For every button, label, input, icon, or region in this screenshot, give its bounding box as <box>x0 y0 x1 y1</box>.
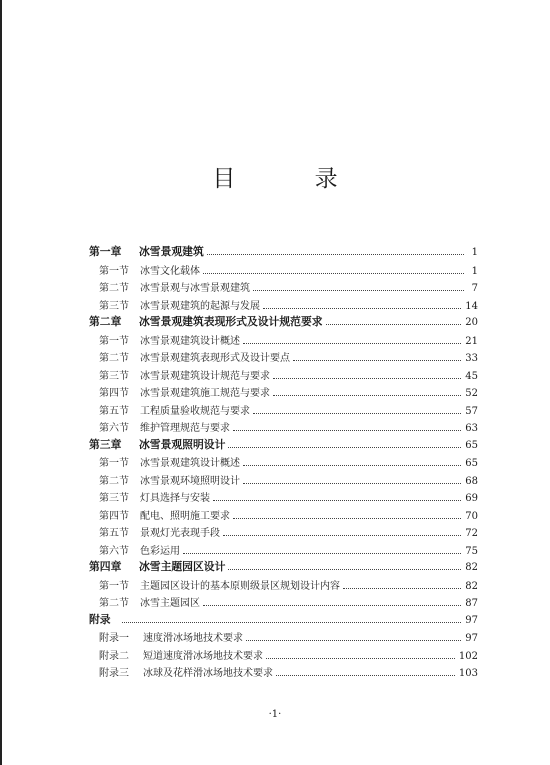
toc-entry-title: 冰雪景观建筑施工规范与要求 <box>140 388 270 399</box>
toc-entry-title: 冰雪景观建筑表现形式及设计要点 <box>140 353 290 364</box>
toc-entry-appendix[interactable] <box>89 647 478 665</box>
toc-entry-number: 附录一 <box>99 633 129 644</box>
toc-leader-dots <box>207 253 464 255</box>
toc-entry-section[interactable] <box>89 472 478 490</box>
toc-entry-number: 第二章 <box>89 315 122 328</box>
toc-entry-number: 附录 <box>89 612 111 626</box>
toc-entry-page: 69 <box>465 493 478 504</box>
page-title: 目 录 <box>212 166 374 192</box>
toc-entry-section[interactable] <box>89 542 478 560</box>
toc-entry-section[interactable] <box>89 279 478 297</box>
toc-leader-dots <box>233 517 461 519</box>
toc-entry-title: 冰雪景观建筑设计概述 <box>140 458 240 469</box>
toc-entry-page: 82 <box>465 562 478 573</box>
toc-leader-dots <box>246 639 461 641</box>
toc-entry-title: 冰雪主题园区 <box>140 598 200 609</box>
toc-leader-dots <box>243 482 461 484</box>
toc-entry-appx-head[interactable] <box>89 612 478 630</box>
toc-entry-chapter[interactable] <box>89 244 478 262</box>
toc-entry-number: 附录三 <box>99 668 129 679</box>
toc-entry-number: 第六节 <box>99 423 129 434</box>
toc-leader-dots <box>183 552 461 554</box>
toc-entry-section[interactable] <box>89 367 478 385</box>
toc-entry-page: 87 <box>465 598 478 609</box>
toc-entry-number: 第三章 <box>89 437 122 451</box>
toc-leader-dots <box>266 657 455 659</box>
toc-entry-appendix[interactable] <box>89 664 478 682</box>
toc-entry-section[interactable] <box>89 489 478 507</box>
toc-entry-number: 第三节 <box>99 370 129 382</box>
toc-entry-page: 14 <box>465 300 478 312</box>
toc-entry-section[interactable] <box>89 594 478 612</box>
toc-leader-dots <box>233 429 461 431</box>
toc-entry-title: 灯具选择与安装 <box>140 493 210 504</box>
toc-leader-dots <box>243 342 461 344</box>
toc-entry-title: 冰雪景观环境照明设计 <box>140 475 240 487</box>
toc-entry-title: 速度滑冰场地技术要求 <box>143 633 243 644</box>
toc-entry-number: 第一节 <box>99 458 129 469</box>
toc-leader-dots <box>228 568 461 570</box>
toc-entry-chapter[interactable] <box>89 314 478 332</box>
toc-entry-page: 75 <box>465 545 478 557</box>
toc-entry-section[interactable] <box>89 402 478 420</box>
page-number-footer: ·1· <box>268 709 282 720</box>
toc-entry-chapter[interactable] <box>89 559 478 577</box>
toc-entry-page: 68 <box>465 475 478 487</box>
toc-leader-dots <box>293 359 461 361</box>
toc-entry-section[interactable] <box>89 384 478 402</box>
toc-entry-page: 97 <box>465 614 478 626</box>
toc-leader-dots <box>203 272 464 274</box>
toc-leader-dots <box>273 394 461 396</box>
toc-entry-number: 第一节 <box>99 265 129 277</box>
toc-entry-page: 7 <box>471 283 478 294</box>
toc-leader-dots <box>273 377 461 379</box>
toc-entry-page: 57 <box>465 405 478 417</box>
toc-leader-dots <box>326 323 462 325</box>
toc-entry-page: 21 <box>465 335 478 347</box>
toc-entry-section[interactable] <box>89 332 478 350</box>
toc-entry-appendix[interactable] <box>89 629 478 647</box>
toc-entry-number: 第六节 <box>99 545 129 557</box>
toc-entry-title: 短道速度滑冰场地技术要求 <box>143 650 263 662</box>
toc-entry-title: 冰球及花样滑冰场地技术要求 <box>143 668 273 679</box>
toc-entry-title: 冰雪文化载体 <box>140 265 200 277</box>
page-binding-edge <box>0 0 2 765</box>
toc-entry-number: 第四节 <box>99 388 129 399</box>
toc-entry-number: 第五节 <box>99 405 129 417</box>
toc-entry-title: 维护管理规范与要求 <box>140 423 230 434</box>
toc-entry-title: 工程质量验收规范与要求 <box>140 405 250 417</box>
toc-entry-title: 景观灯光表现手段 <box>140 528 220 539</box>
toc-entry-number: 第二节 <box>99 283 129 294</box>
toc-leader-dots <box>276 674 455 676</box>
toc-leader-dots <box>263 307 461 309</box>
table-of-contents <box>89 244 478 682</box>
toc-entry-page: 45 <box>465 370 478 382</box>
toc-entry-page: 1 <box>471 265 478 277</box>
toc-entry-number: 第二节 <box>99 475 129 487</box>
toc-entry-section[interactable] <box>89 524 478 542</box>
toc-entry-section[interactable] <box>89 577 478 595</box>
toc-entry-title: 冰雪主题园区设计 <box>139 560 226 573</box>
toc-entry-number: 第四节 <box>99 510 129 522</box>
toc-entry-number: 第一节 <box>99 335 129 347</box>
toc-entry-chapter[interactable] <box>89 437 478 455</box>
toc-leader-dots <box>213 499 461 501</box>
toc-entry-number: 第三节 <box>99 493 129 504</box>
toc-entry-number: 第四章 <box>89 560 122 573</box>
toc-entry-page: 33 <box>465 353 478 364</box>
toc-entry-title: 冰雪景观建筑表现形式及设计规范要求 <box>139 315 323 328</box>
toc-entry-page: 72 <box>465 528 478 539</box>
toc-entry-number: 第一节 <box>99 580 129 592</box>
toc-leader-dots <box>122 621 461 623</box>
toc-entry-title: 冰雪景观建筑 <box>139 245 204 258</box>
toc-entry-page: 103 <box>458 668 478 679</box>
toc-entry-title: 冰雪景观照明设计 <box>139 437 226 451</box>
toc-entry-page: 65 <box>465 439 478 451</box>
toc-entry-title: 配电、照明施工要求 <box>140 510 230 522</box>
toc-entry-number: 第二节 <box>99 353 129 364</box>
toc-entry-section[interactable] <box>89 349 478 367</box>
toc-entry-page: 1 <box>471 247 478 258</box>
toc-entry-section[interactable] <box>89 419 478 437</box>
toc-entry-number: 第一章 <box>89 245 122 258</box>
toc-entry-section[interactable] <box>89 262 478 280</box>
toc-leader-dots <box>223 534 461 536</box>
toc-leader-dots <box>253 412 461 414</box>
toc-entry-page: 20 <box>465 317 478 328</box>
toc-leader-dots <box>253 289 464 291</box>
toc-leader-dots <box>203 604 461 606</box>
toc-entry-page: 82 <box>465 580 478 592</box>
toc-leader-dots <box>228 446 461 448</box>
toc-entry-number: 第五节 <box>99 528 129 539</box>
toc-entry-title: 冰雪景观建筑设计规范与要求 <box>140 370 270 382</box>
toc-leader-dots <box>343 587 461 589</box>
toc-entry-number: 第二节 <box>99 598 129 609</box>
toc-entry-page: 63 <box>465 423 478 434</box>
toc-entry-section[interactable] <box>89 454 478 472</box>
toc-entry-title: 冰雪景观建筑设计概述 <box>140 335 240 347</box>
toc-leader-dots <box>243 464 461 466</box>
toc-entry-title: 色彩运用 <box>140 545 180 557</box>
toc-entry-page: 70 <box>465 510 478 522</box>
toc-entry-title: 冰雪景观与冰雪景观建筑 <box>140 283 250 294</box>
toc-entry-section[interactable] <box>89 297 478 315</box>
toc-entry-page: 97 <box>465 633 478 644</box>
toc-entry-page: 65 <box>465 458 478 469</box>
toc-entry-number: 第三节 <box>99 300 129 312</box>
toc-entry-page: 102 <box>458 650 478 662</box>
toc-entry-number: 附录二 <box>99 650 129 662</box>
toc-entry-page: 52 <box>465 388 478 399</box>
toc-entry-title: 冰雪景观建筑的起源与发展 <box>140 300 260 312</box>
toc-entry-section[interactable] <box>89 507 478 525</box>
toc-entry-title: 主题园区设计的基本原则级景区规划设计内容 <box>140 580 340 592</box>
